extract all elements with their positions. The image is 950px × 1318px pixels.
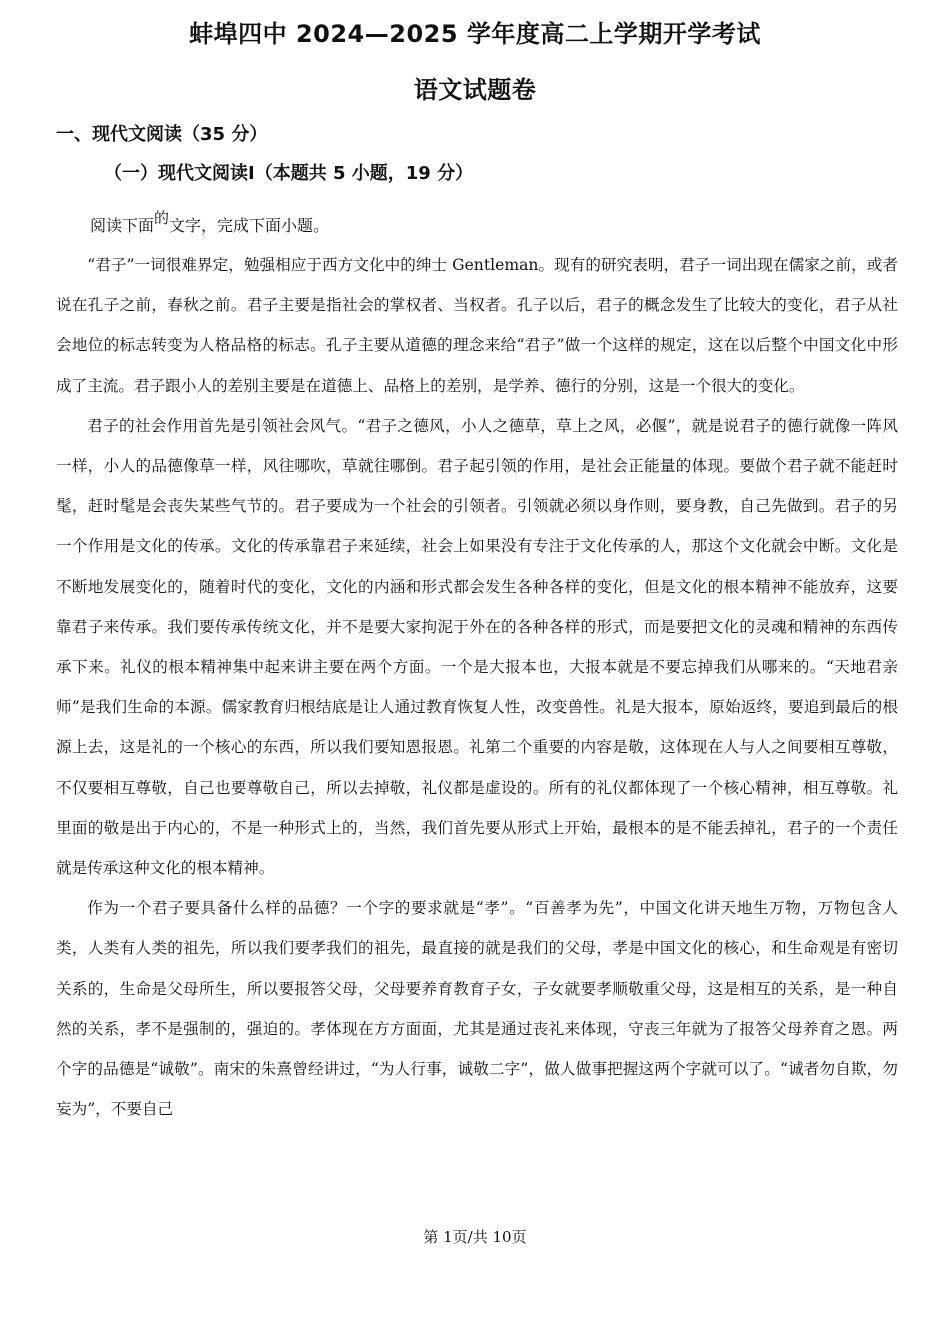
instruction-raised-char: 的 [154, 209, 170, 227]
page-number-footer: 第 1页/共 10页 [423, 1228, 527, 1246]
passage-paragraph: “君子”一词很难界定，勉强相应于西方文化中的绅士 Gentleman。现有的研究表明，君子一词出现在儒家之前，或者说在孔子之前，春秋之前。君子主要是指社会的掌权者、当权者。孔子以后，君子的概念发生了比较大的变化，君子从社会地位的标志转变为人格品格的标志。孔子主要从道德的理念来给“君子”做一个这样的规定，这在以后整个中国文化中形成了主流。君子跟小人的差别主要是在道德上、品格上的差别，是学养、德行的分别，这是一个很大的变化。 [56, 256, 898, 395]
instruction-text-after: 文字，完成下面小题。 [169, 216, 330, 235]
instruction-text-before: 阅读下面 [90, 216, 155, 235]
passage-paragraph: 君子的社会作用首先是引领社会风气。“君子之德风，小人之德草，草上之风，必偃”，就是说君子的德行就像一阵风一样，小人的品德像草一样，风往哪吹，草就往哪倒。君子起引领的作用，是社会正能量的体现。要做个君子就不能赶时髦，赶时髦是会丧失某些气节的。君子要成为一个社会的引领者。引领就必须以身作则，要身教，自己先做到。君子的另一个作用是文化的传承。文化的传承靠君子来延续，社会上如果没有专注于文化传承的人，那这个文化就会中断。文化是不断地发展变化的，随着时代的变化，文化的内涵和形式都会发生各种各样的变化，但是文化的根本精神不能放弃，这要靠君子来传承。我们要传承传统文化，并不是要大家拘泥于外在的各种各样的形式，而是要把文化的灵魂和精神的东西传承下来。礼仪的根本精神集中起来讲主要在两个方面。一个是大报本也，大报本就是不要忘掉我们从哪来的。“天地君亲师”是我们生命的本源。儒家教育归根结底是让人通过教育恢复人性，改变兽性。礼是大报本，原始返终，要追到最后的根源上去，这是礼的一个核心的东西，所以我们要知恩报恩。礼第二个重要的内容是敬，这体现在人与人之间要相互尊敬，不仅要相互尊敬，自己也要尊敬自己，所以去掉敬，礼仪都是虚设的。所有的礼仪都体现了一个核心精神，相互尊敬。礼里面的敬是出于内心的，不是一种形式上的，当然，我们首先要从形式上开始，最根本的是不能丢掉礼，君子的一个责任就是传承这种文化的根本精神。 [56, 416, 898, 878]
passage-paragraph: 作为一个君子要具备什么样的品德？一个字的要求就是“孝”。“百善孝为先”，中国文化讲天地生万物，万物包含人类，人类有人类的祖先，所以我们要孝我们的祖先，最直接的就是我们的父母，孝是中国文化的核心，和生命观是有密切关系的，生命是父母所生，所以要报答父母，父母要养育教育子女，子女就要孝顺敬重父母，这是相互的关系，是一种自然的关系，孝不是强制的，强迫的。孝体现在方方面面，尤其是通过丧礼来体现，守丧三年就为了报答父母养育之恩。两个字的品德是“诚敬”。南宋的朱熹曾经讲过，“为人行事，诚敬二字”，做人做事把握这两个字就可以了。“诚者勿自欺，勿妄为”，不要自己 [56, 899, 898, 1119]
subsection-heading-reading-1: （一）现代文阅读Ⅰ（本题共 5 小题，19 分） [104, 163, 474, 184]
section-heading-modern-reading: 一、现代文阅读（35 分） [56, 124, 268, 145]
exam-title: 蚌埠四中 2024—2025 学年度高二上学期开学考试 [189, 20, 761, 48]
reading-passage [56, 245, 898, 1129]
paper-subtitle: 语文试题卷 [413, 76, 537, 104]
reading-instruction [90, 207, 329, 236]
